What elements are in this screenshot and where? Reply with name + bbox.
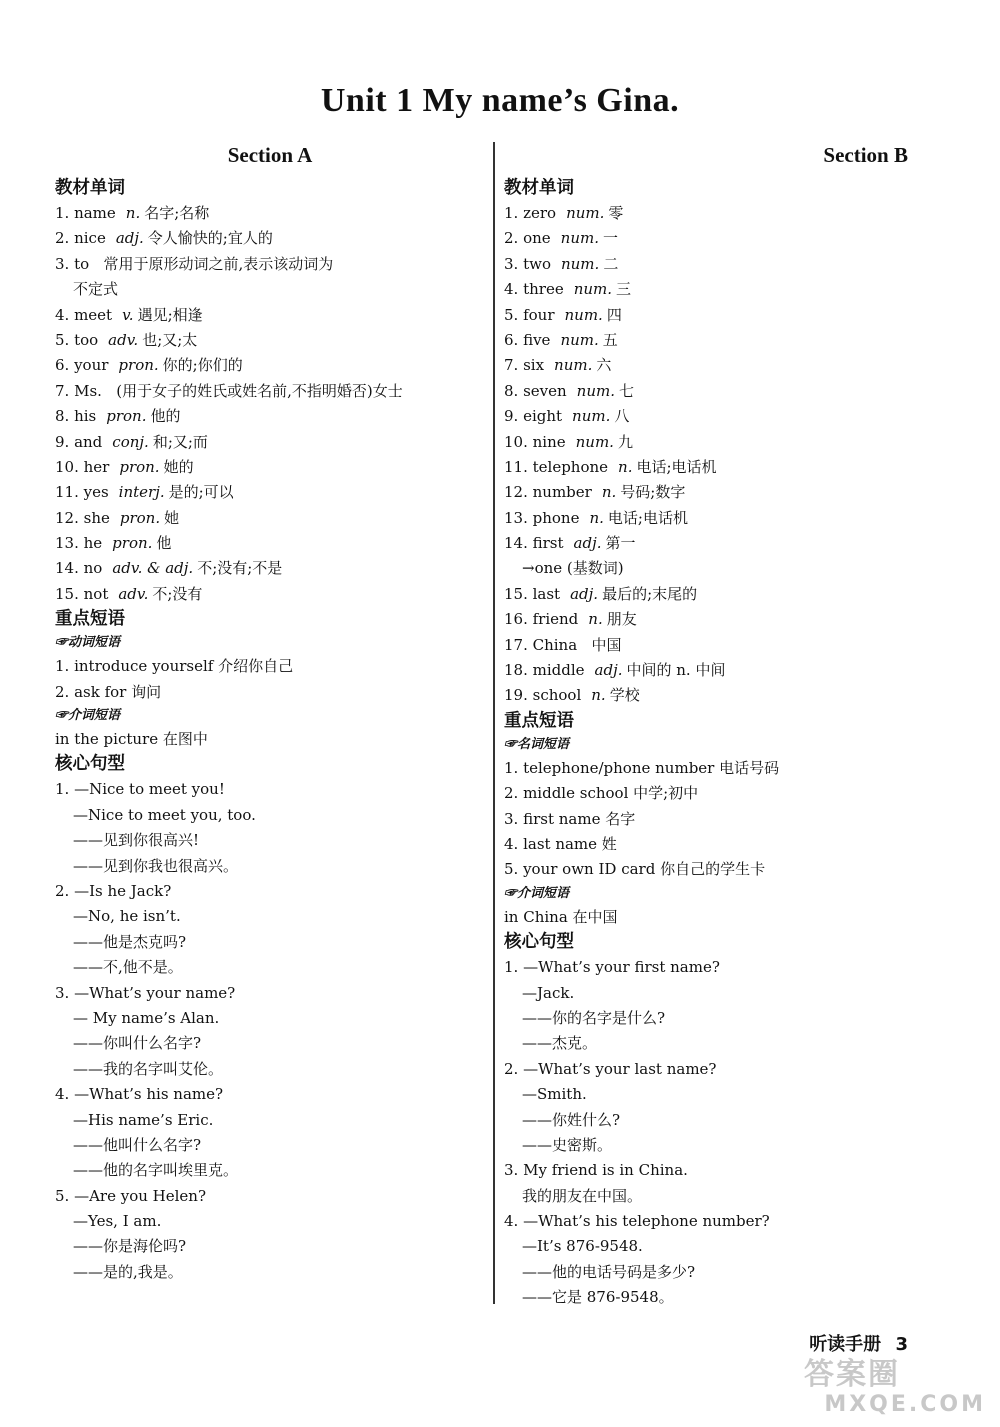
vocab-word: 11. telephone	[504, 457, 609, 476]
vocab-meaning: (用于女子的姓氏或姓名前,不指明婚否)女士	[116, 381, 403, 400]
sentence-text: ——见到你我也很高兴。	[73, 856, 239, 875]
vocab-pos: v.	[122, 305, 134, 324]
section-a-verb-phrases-label: ☞动词短语	[55, 635, 121, 651]
vocab-meaning: 令人愉快的;宜人的	[147, 229, 273, 248]
vocab-gap	[89, 255, 103, 273]
sentence-line	[504, 1133, 944, 1158]
vocab-meaning: 零	[608, 204, 624, 222]
sentence-text: 我的朋友在中国。	[522, 1186, 643, 1205]
section-b-prep-phrases	[504, 905, 944, 930]
vocab-item	[504, 480, 944, 505]
vocab-pos: pron.	[118, 356, 159, 375]
sentence-text: ——他的名字叫埃里克。	[73, 1161, 239, 1180]
sentence-text: —His name’s Eric.	[73, 1110, 214, 1129]
vocab-meaning: 最后的;末尾的	[602, 584, 698, 603]
vocab-meaning: 遇见;相逢	[137, 305, 203, 324]
sentence-number: 4.	[504, 1212, 524, 1231]
sentence-text: —What’s his telephone number?	[523, 1212, 770, 1231]
vocab-word: 19. school	[504, 686, 582, 705]
vocab-word: 1. zero	[504, 204, 557, 222]
vocab-meaning: 五	[602, 330, 618, 349]
sentence-line	[504, 1082, 944, 1107]
sentence-text: —Is he Jack?	[74, 881, 172, 900]
sentence-text: My friend is in China.	[523, 1161, 688, 1180]
vocab-meaning: 学校	[609, 686, 640, 705]
vocab-item	[55, 430, 485, 455]
sentence-text: —Smith.	[522, 1085, 587, 1104]
vocab-meaning: 她的	[163, 457, 194, 476]
section-a-title: Section A	[227, 143, 313, 167]
section-b-prep-phrases-label: ☞介词短语	[504, 885, 570, 901]
vocab-gap	[102, 382, 116, 400]
sentence-text: — My name’s Alan.	[73, 1008, 220, 1027]
sentence-line	[55, 981, 485, 1006]
section-a-prep-phrases	[55, 727, 485, 752]
vocab-meaning: 常用于原形动词之前,表示该动词为	[103, 254, 334, 273]
unit-title: Unit 1 My name’s Gina.	[320, 82, 680, 119]
vocab-pos: adv.	[108, 330, 139, 349]
sentence-text: —What’s your name?	[74, 983, 236, 1002]
sentence-line	[504, 1108, 944, 1133]
vocab-item	[504, 353, 944, 378]
sentence-number: 3.	[55, 983, 75, 1002]
sentence-text: —What’s your first name?	[523, 958, 720, 977]
vocab-meaning: 名字;名称	[144, 204, 210, 222]
sentence-text: ——你的名字是什么?	[522, 1008, 666, 1027]
page-number: 3	[895, 1334, 908, 1355]
section-a-prep-phrases-label: ☞介词短语	[55, 708, 121, 724]
vocab-meaning: 朋友	[606, 610, 637, 629]
sentence-line	[504, 1006, 944, 1031]
sentence-line	[55, 828, 485, 853]
vocab-meaning: 也;又;太	[142, 330, 198, 349]
vocab-word: 7. six	[504, 356, 545, 375]
vocab-word: 12. she	[55, 508, 110, 527]
sentence-line	[504, 981, 944, 1006]
vocab-word: 5. too	[55, 330, 99, 349]
vocab-word: 13. phone	[504, 508, 580, 527]
vocab-word: 3. two	[504, 254, 551, 273]
sentence-line	[55, 1184, 485, 1209]
sentence-text: ——他叫什么名字?	[73, 1135, 202, 1154]
vocab-meaning: 中间的 n. 中间	[626, 661, 726, 680]
sentence-line	[55, 1082, 485, 1107]
section-b-column	[504, 140, 944, 1311]
vocab-item	[504, 379, 944, 404]
vocab-pos: num.	[566, 204, 605, 222]
vocab-item	[504, 455, 944, 480]
sentence-line	[504, 1209, 944, 1234]
sentence-line	[504, 1260, 944, 1285]
vocab-item	[55, 201, 485, 226]
sentence-number: 2.	[55, 881, 75, 900]
vocab-pos: adj.	[570, 584, 599, 603]
sentence-line	[504, 1158, 944, 1183]
vocab-meaning: 不定式	[73, 280, 119, 299]
vocab-meaning: 号码;数字	[620, 483, 686, 502]
vocab-pos: num.	[573, 280, 613, 299]
section-a-vocab-heading: 教材单词	[55, 178, 125, 198]
vocab-pos: num.	[564, 305, 603, 324]
vocab-word: 4. meet	[55, 305, 113, 324]
sentence-text: —Jack.	[522, 983, 575, 1002]
sentence-line	[55, 1108, 485, 1133]
vocab-item	[504, 226, 944, 251]
sentence-line	[504, 1234, 944, 1259]
phrase-item: 2. middle school 中学;初中	[504, 784, 699, 803]
vocab-item	[504, 404, 944, 429]
vocab-item	[504, 607, 944, 632]
vocab-word: 12. number	[504, 483, 592, 502]
sentence-line	[504, 955, 944, 980]
vocab-pos: adj.	[594, 661, 623, 680]
phrase-item: 2. ask for 询问	[55, 682, 162, 701]
page-footer	[809, 1330, 908, 1356]
vocab-meaning: 中国	[591, 635, 622, 654]
vocab-pos: pron.	[112, 534, 153, 553]
vocab-item	[55, 226, 485, 251]
sentence-line	[504, 1057, 944, 1082]
section-a-sentences	[55, 777, 485, 1285]
vocab-pos: n.	[591, 686, 606, 705]
vocab-item	[504, 277, 944, 302]
phrase-item: in the picture 在图中	[55, 730, 208, 749]
vocab-meaning: 第一	[605, 534, 636, 553]
vocab-meaning: 九	[617, 432, 633, 451]
vocab-meaning: 他	[156, 534, 172, 553]
sentence-line	[55, 904, 485, 929]
vocab-word: 1. name	[55, 204, 116, 222]
sentence-line	[55, 955, 485, 980]
vocab-gap	[577, 636, 591, 654]
vocab-meaning: 四	[606, 305, 622, 324]
sentence-text: ——你姓什么?	[522, 1110, 621, 1129]
watermark-logo	[804, 1358, 994, 1420]
vocab-word: 9. eight	[504, 407, 563, 426]
vocab-word: 15. last	[504, 584, 561, 603]
vocab-word: 8. his	[55, 407, 97, 426]
section-a-phrases-heading: 重点短语	[55, 609, 125, 630]
vocab-pos: n.	[589, 508, 604, 527]
sentence-number: 1.	[55, 780, 75, 799]
section-b-sentences-heading: 核心句型	[504, 932, 574, 953]
vocab-item	[504, 683, 944, 708]
vocab-pos: num.	[560, 254, 600, 273]
vocab-pos: n.	[618, 457, 633, 476]
section-b-vocab-heading: 教材单词	[504, 178, 574, 198]
vocab-pos: num.	[560, 229, 599, 248]
vocab-pos: n.	[125, 204, 141, 222]
vocab-pos: adv.	[118, 584, 149, 603]
phrase-item: in China 在中国	[504, 907, 618, 926]
sentence-line	[504, 1184, 944, 1209]
vocab-word: 17. China	[504, 635, 578, 654]
vocab-pos: pron.	[119, 457, 160, 476]
vocab-word: 14. no	[55, 559, 103, 578]
vocab-pos: pron.	[106, 407, 147, 426]
vocab-meaning: 是的;可以	[168, 483, 234, 502]
vocab-pos: num.	[560, 330, 599, 349]
sentence-line	[55, 1260, 485, 1285]
sentence-text: ——史密斯。	[522, 1135, 613, 1154]
vocab-word: 6. your	[55, 356, 109, 375]
vocab-item	[55, 404, 485, 429]
phrase-item: 1. telephone/phone number 电话号码	[504, 758, 780, 777]
vocab-pos: n.	[601, 483, 617, 502]
vocab-word: 15. not	[55, 584, 109, 603]
vocab-word: 8. seven	[504, 381, 567, 400]
sentence-text: ——它是 876-9548。	[522, 1288, 674, 1307]
vocab-word: 10. her	[55, 457, 110, 476]
vocab-meaning: 二	[603, 254, 619, 273]
vocab-item	[55, 252, 485, 277]
vocab-item	[55, 556, 485, 581]
sentence-text: —Are you Helen?	[74, 1186, 207, 1205]
vocab-item	[55, 277, 485, 302]
vocab-meaning: 六	[596, 356, 612, 375]
vocab-item	[504, 252, 944, 277]
sentence-line	[55, 930, 485, 955]
vocab-item	[504, 201, 944, 226]
vocab-item	[55, 379, 485, 404]
phrase-item: 3. first name 名字	[504, 809, 636, 828]
section-a-sentences-heading: 核心句型	[55, 754, 125, 775]
sentence-text: ——他的电话号码是多少?	[522, 1262, 696, 1281]
vocab-word: 6. five	[504, 330, 551, 349]
sentence-number: 5.	[55, 1186, 75, 1205]
section-b-noun-phrases-label: ☞名词短语	[504, 736, 570, 752]
vocab-word: 11. yes	[55, 483, 109, 502]
vocab-pos: num.	[576, 381, 615, 400]
sentence-text: —Nice to meet you, too.	[73, 805, 256, 824]
vocab-pos: adj.	[115, 229, 144, 248]
footer-title: 听读手册	[809, 1334, 882, 1355]
sentence-line	[55, 777, 485, 802]
vocab-meaning: →one (基数词)	[522, 559, 624, 578]
vocab-pos: adv. & adj.	[112, 559, 194, 578]
sentence-text: ——杰克。	[522, 1034, 598, 1053]
section-b-noun-phrases	[504, 756, 944, 883]
sentence-text: —What’s your last name?	[523, 1059, 717, 1078]
watermark-top: 答案圈	[804, 1357, 900, 1392]
vocab-item	[55, 328, 485, 353]
sentence-line	[55, 803, 485, 828]
sentence-number: 2.	[504, 1059, 524, 1078]
sentence-number: 1.	[504, 958, 524, 977]
sentence-line	[504, 1031, 944, 1056]
vocab-pos: n.	[588, 610, 603, 629]
vocab-item	[504, 582, 944, 607]
sentence-text: —No, he isn’t.	[73, 907, 181, 926]
sentence-line	[55, 1057, 485, 1082]
sentence-text: ——你是海伦吗?	[73, 1237, 187, 1256]
sentence-line	[55, 1158, 485, 1183]
vocab-item	[55, 531, 485, 556]
vocab-word: 10. nine	[504, 432, 566, 451]
phrase-item: 5. your own ID card 你自己的学生卡	[504, 860, 766, 879]
vocab-item	[504, 658, 944, 683]
sentence-text: ——我的名字叫艾伦。	[73, 1059, 224, 1078]
vocab-meaning: 一	[602, 229, 618, 248]
vocab-meaning: 七	[619, 381, 635, 400]
section-a-verb-phrases	[55, 654, 485, 705]
phrase-item: 1. introduce yourself 介绍你自己	[55, 657, 294, 676]
vocab-pos: num.	[575, 432, 614, 451]
section-b-sentences	[504, 955, 944, 1310]
vocab-pos: pron.	[119, 508, 161, 527]
vocab-word: 9. and	[55, 432, 103, 451]
sentence-text: —Yes, I am.	[73, 1212, 162, 1231]
vocab-meaning: 他的	[150, 407, 181, 426]
section-a-vocab-list	[55, 201, 485, 607]
vocab-pos: conj.	[112, 432, 149, 451]
sentence-text: —What’s his name?	[74, 1085, 224, 1104]
sentence-number: 4.	[55, 1085, 75, 1104]
vocab-meaning: 不;没有;不是	[197, 559, 283, 578]
vocab-meaning: 三	[616, 280, 632, 299]
vocab-word: 18. middle	[504, 661, 585, 680]
sentence-line	[55, 879, 485, 904]
sentence-number: 3.	[504, 1161, 524, 1180]
vocab-item	[504, 633, 944, 658]
vocab-meaning: 你的;你们的	[162, 356, 243, 375]
sentence-line	[504, 1285, 944, 1310]
sentence-line	[55, 1209, 485, 1234]
sentence-line	[55, 854, 485, 879]
sentence-text: ——是的,我是。	[73, 1262, 183, 1281]
vocab-item	[504, 328, 944, 353]
vocab-item	[504, 531, 944, 556]
vocab-pos: adj.	[573, 534, 602, 553]
phrase-item: 4. last name 姓	[504, 834, 617, 853]
watermark-bottom: MXQE.COM	[824, 1392, 986, 1417]
section-b-title: Section B	[823, 143, 908, 167]
vocab-meaning: 不;没有	[152, 584, 203, 603]
vocab-word: 7. Ms.	[55, 381, 102, 400]
vocab-meaning: 和;又;而	[152, 432, 208, 451]
vocab-meaning: 电话;电话机	[636, 457, 717, 476]
vocab-item	[504, 556, 944, 581]
sentence-text: —It’s 876-9548.	[522, 1237, 643, 1256]
sentence-text: —Nice to meet you!	[74, 780, 225, 799]
vocab-item	[55, 353, 485, 378]
sentence-text: ——你叫什么名字?	[73, 1034, 202, 1053]
sentence-text: ——他是杰克吗?	[73, 932, 187, 951]
vocab-word: 13. he	[55, 534, 103, 553]
vocab-item	[504, 430, 944, 455]
vocab-pos: num.	[572, 407, 611, 426]
vocab-meaning: 电话;电话机	[607, 508, 688, 527]
vocab-word: 2. nice	[55, 229, 106, 248]
vocab-word: 14. first	[504, 534, 564, 553]
vocab-word: 4. three	[504, 280, 564, 299]
vocab-word: 16. friend	[504, 610, 579, 629]
sentence-text: ——见到你很高兴!	[73, 831, 200, 850]
vocab-item	[55, 480, 485, 505]
sentence-text: ——不,他不是。	[73, 958, 183, 977]
section-b-vocab-list	[504, 201, 944, 709]
vocab-item	[55, 303, 485, 328]
sentence-line	[55, 1031, 485, 1056]
vocab-item	[55, 506, 485, 531]
sentence-line	[55, 1133, 485, 1158]
vocab-word: 5. four	[504, 305, 555, 324]
vocab-pos: interj.	[118, 483, 165, 502]
column-divider	[493, 142, 495, 1304]
vocab-word: 3. to	[55, 254, 90, 273]
vocab-item	[55, 582, 485, 607]
vocab-word: 2. one	[504, 229, 551, 248]
vocab-meaning: 八	[614, 407, 630, 426]
section-b-phrases-heading: 重点短语	[504, 710, 574, 731]
sentence-line	[55, 1006, 485, 1031]
vocab-item	[504, 506, 944, 531]
vocab-item	[504, 303, 944, 328]
vocab-meaning: 她	[164, 508, 180, 527]
vocab-item	[55, 455, 485, 480]
section-a-column	[55, 140, 485, 1285]
vocab-pos: num.	[554, 356, 593, 375]
sentence-line	[55, 1234, 485, 1259]
